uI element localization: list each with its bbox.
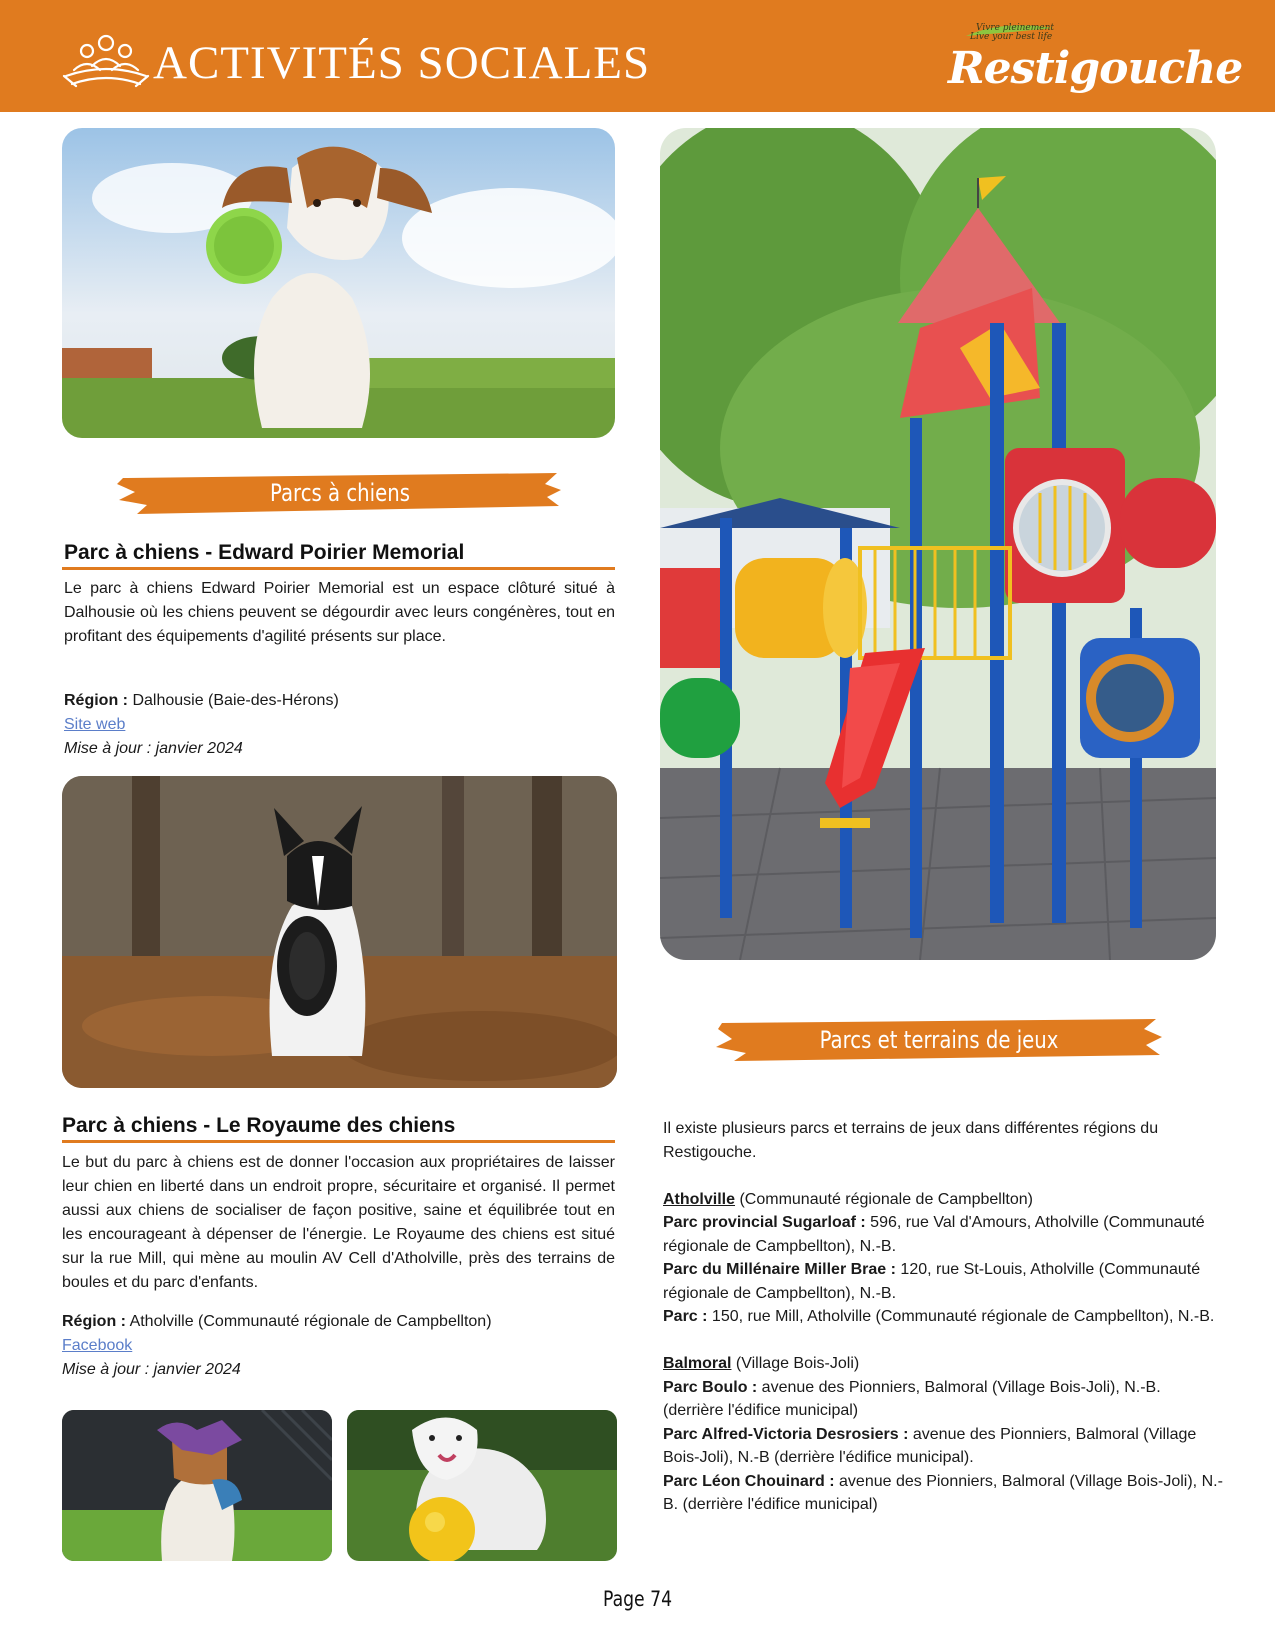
card-description: Le but du parc à chiens est de donner l'occasion aux propriétaires de laisser leur chien en liberté dans un endroit propre, sécuritaire et organisé. Il permet aussi aux chiens de socialiser de façon positive, saine et équilibrée tout en les encourageant à dépenser de l'énergie. Le Royaume des chiens est situé sur la rue Mill, qui mène au moulin AV Cell d'Atholville, près des terrains de boules et du parc d'enfants. [62,1154,615,1291]
section-banner-dog-parks [117,470,563,516]
title-underline [62,567,615,570]
group-heading-balmoral: Balmoral (Village Bois-Joli) [663,1355,860,1372]
card-meta [62,1310,615,1382]
playgrounds-list [663,1117,1223,1517]
social-group-icon [62,32,150,92]
banner-label: Parcs et terrains de jeux [819,1026,1059,1054]
group-heading-atholville: Atholville (Communauté régionale de Campbellton) [663,1190,1033,1208]
website-link[interactable]: Site web [64,716,126,733]
bulldog-ball-photo [347,1410,617,1561]
playgrounds-intro: Il existe plusieurs parcs et terrains de jeux dans différentes régions du Restigouche. [663,1120,1159,1161]
facebook-link[interactable]: Facebook [62,1337,133,1354]
region-label: Région : [62,1313,126,1330]
region-value: Atholville (Communauté régionale de Campbellton) [129,1313,492,1330]
logo-wordmark: Restigouche [948,43,1243,94]
park-entry: Parc du Millénaire Miller Brae : 120, rue St-Louis, Atholville (Communauté régionale de Campbellton), N.-B. [663,1261,1201,1302]
playground-photo [660,128,1216,960]
card-title-royaume-des-chiens: Parc à chiens - Le Royaume des chiens [62,1114,456,1137]
card-title-edward-poirier: Parc à chiens - Edward Poirier Memorial [64,541,465,564]
card-meta [64,689,615,761]
restigouche-logo [948,22,1243,108]
updated-date: Mise à jour : janvier 2024 [64,740,243,757]
park-entry: Parc : 150, rue Mill, Atholville (Communauté régionale de Campbellton), N.-B. [663,1308,1215,1325]
region-value: Dalhousie (Baie-des-Hérons) [132,692,339,709]
card-description: Le parc à chiens Edward Poirier Memorial est un espace clôturé situé à Dalhousie où les chiens peuvent se dégourdir avec leurs congénères, tout en profitant des équipements d'agilité présents sur place. [64,580,615,645]
collie-frisbee-photo [62,776,617,1088]
beagle-rope-toy-photo [62,1410,332,1561]
beagle-running-photo [62,128,615,438]
section-banner-playgrounds [716,1017,1162,1063]
logo-tagline-en: Live your best life [970,32,1053,42]
park-entry: Parc Boulo : avenue des Pionniers, Balmoral (Village Bois-Joli), N.-B. (derrière l'édifice municipal) [663,1378,1161,1419]
region-label: Région : [64,692,128,709]
page-number: Page 74 [602,1587,673,1611]
park-entry: Parc Léon Chouinard : avenue des Pionniers, Balmoral (Village Bois-Joli), N.-B. (derrière l'édifice municipal) [663,1472,1223,1513]
section-title: ACTIVITÉS SOCIALES [153,37,651,89]
title-underline [62,1140,615,1143]
park-entry: Parc Alfred-Victoria Desrosiers : avenue des Pionniers, Balmoral (Village Bois-Joli), N.-B (derrière l'édifice municipal). [663,1425,1197,1466]
updated-date: Mise à jour : janvier 2024 [62,1361,241,1378]
park-entry: Parc provincial Sugarloaf : 596, rue Val d'Amours, Atholville (Communauté régionale de Campbellton), N.-B. [663,1214,1205,1255]
banner-label: Parcs à chiens [270,479,410,507]
page-header [0,0,1275,112]
logo-tagline-fr: Vivre pleinement [976,23,1055,33]
